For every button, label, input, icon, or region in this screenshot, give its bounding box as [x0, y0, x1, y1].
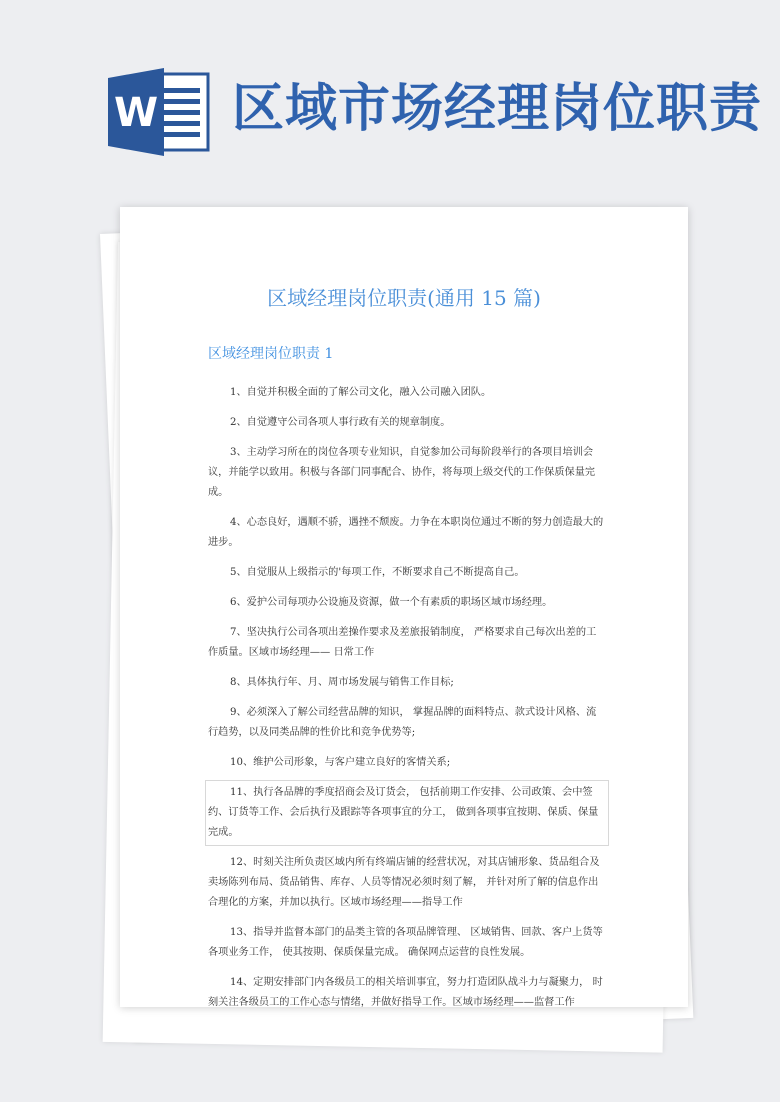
banner-title: 区域市场经理岗位职责	[232, 79, 763, 139]
section-heading: 区域经理岗位职责 1	[208, 346, 334, 362]
paragraph: 5、自觉服从上级指示的'每项工作，不断要求自己不断提高自己。	[230, 567, 525, 578]
logo-letter: W	[113, 90, 159, 136]
paragraph: 10、维护公司形象，与客户建立良好的客情关系;	[230, 757, 451, 768]
paragraph: 12、时刻关注所负责区域内所有终端店铺的经营状况，对其店铺形象、货品组合及卖场陈列布局、货品销售、库存、人员等情况必须时刻了解， 并针对所了解的信息作出合理化的方案，并加以执行。区域市场经理——指导工作	[208, 857, 600, 908]
document-body	[208, 383, 606, 1023]
paragraph: 3、主动学习所在的岗位各项专业知识，自觉参加公司每阶段举行的各项目培训会议，并能学以致用。积极与各部门同事配合、协作，将每项上级交代的工作保质保量完成。	[208, 447, 596, 498]
paragraph: 1、自觉并积极全面的了解公司文化，融入公司融入团队。	[230, 387, 492, 398]
document-page	[120, 207, 688, 1007]
paragraph: 6、爱护公司每项办公设施及资源，做一个有素质的职场区域市场经理。	[230, 597, 553, 608]
paragraph: 7、坚决执行公司各项出差操作要求及差旅报销制度， 严格要求自己每次出差的工作质量。区域市场经理—— 日常工作	[208, 627, 597, 658]
paragraph: 14、定期安排部门内各级员工的相关培训事宜，努力打造团队战斗力与凝聚力， 时刻关注各级员工的工作心态与情绪，并做好指导工作。区域市场经理——监督工作	[208, 977, 603, 1008]
paragraph: 13、指导并监督本部门的品类主管的各项品牌管理、 区域销售、回款、客户上货等各项业务工作， 使其按期、保质保量完成。 确保网点运营的良性发展。	[208, 927, 603, 958]
document-title: 区域经理岗位职责(通用 15 篇)	[267, 286, 541, 310]
paragraph: 11、执行各品牌的季度招商会及订货会， 包括前期工作安排、公司政策、会中签约、订货等工作、会后执行及跟踪等各项事宜的分工， 做到各项事宜按期、保质、保量完成。	[208, 783, 606, 843]
paragraph: 2、自觉遵守公司各项人事行政有关的规章制度。	[230, 417, 451, 428]
paragraph: 9、必须深入了解公司经营品牌的知识， 掌握品牌的面料特点、款式设计风格、流行趋势，以及同类品牌的性价比和竞争优势等;	[208, 707, 597, 738]
paragraph: 4、心态良好，遇顺不骄，遇挫不颓废。力争在本职岗位通过不断的努力创造最大的进步。	[208, 517, 604, 548]
paragraph: 8、具体执行年、月、周市场发展与销售工作目标;	[230, 677, 454, 688]
